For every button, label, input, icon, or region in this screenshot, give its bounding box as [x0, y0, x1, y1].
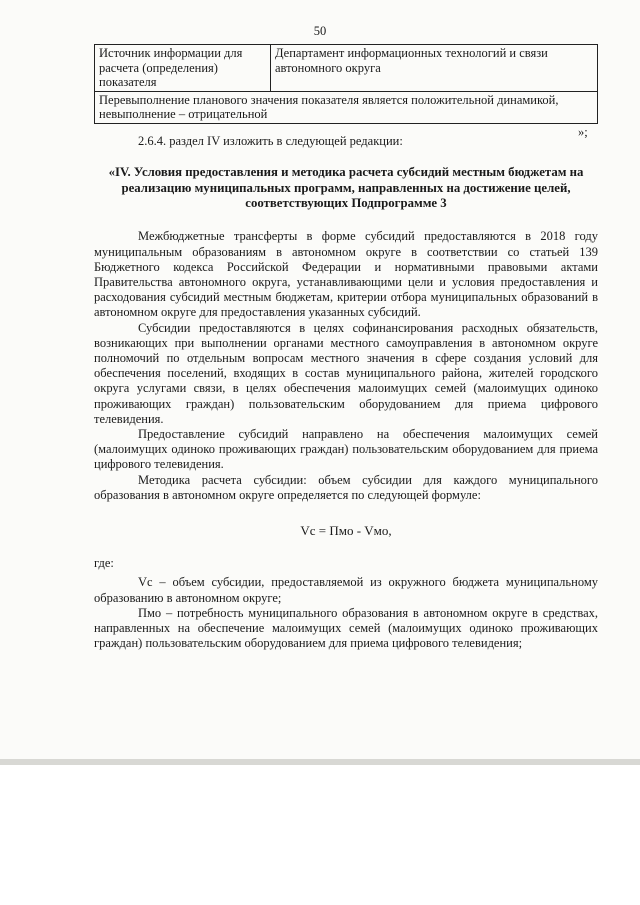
paragraph: Межбюджетные трансферты в форме субсидий предоставляются в 2018 году муниципальным образованиям в автономном округе в соответствии со статьей 139 Бюджетного кодекса Российской Федерации и нормативными правовыми актами Правительства автономного округа, устанавливающими цели и условия предоставления и расходования субсидий местным бюджетам, критерии отбора муниципальных образований в автономном округе для предоставления указанных субсидий. [94, 229, 598, 320]
definition: Пмо – потребность муниципального образования в автономном округе в средствах, направленных на обеспечение малоимущих семей (малоимущих одиноко проживающих граждан) пользовательским оборудованием для приема цифрового телевидения; [94, 605, 598, 651]
table-cell-value: Департамент информационных технологий и связи автономного округа [271, 45, 598, 92]
document-body [94, 134, 598, 652]
indicator-info-table [94, 44, 598, 124]
paragraph: Предоставление субсидий направлено на обеспечения малоимущих семей (малоимущих одиноко проживающих граждан) пользовательским оборудованием для приема цифрового телевидения. [94, 427, 598, 472]
table-cell-note: Перевыполнение планового значения показателя является положительной динамикой, невыполнение – отрицательной [95, 91, 598, 123]
page-number: 50 [313, 24, 327, 38]
formula: Vс = Пмо - Vмо, [300, 523, 392, 539]
where-label: где: [94, 556, 114, 571]
section-heading: «IV. Условия предоставления и методика расчета субсидий местным бюджетам на реализацию муниципальных программ, направленных на достижение целей, соответствующих Подпрограмме 3 [108, 165, 584, 211]
table-row [95, 91, 598, 123]
table-row [95, 45, 598, 92]
table-cell-label: Источник информации для расчета (определения) показателя [95, 45, 271, 92]
definition: Vс – объем субсидии, предоставляемой из окружного бюджета муниципальному образованию в автономном округе; [94, 575, 598, 605]
paragraph: Методика расчета субсидии: объем субсидии для каждого муниципального образования в автономном округе определяется по следующей формуле: [94, 472, 598, 502]
amendment-line: 2.6.4. раздел IV изложить в следующей редакции: [138, 134, 403, 148]
closing-quote: »; [578, 125, 588, 139]
paragraph: Субсидии предоставляются в целях софинансирования расходных обязательств, возникающих при выполнении органами местного самоуправления в автономном округе полномочий по отдельным вопросам местного значения в сфере создания условий для обеспечения поселений, входящих в состав муниципального района, жителей городского округа услугами связи, в целях обеспечения малоимущих семей (малоимущих одиноко проживающих граждан) пользовательским оборудованием для приема цифрового телевидения. [94, 320, 598, 426]
